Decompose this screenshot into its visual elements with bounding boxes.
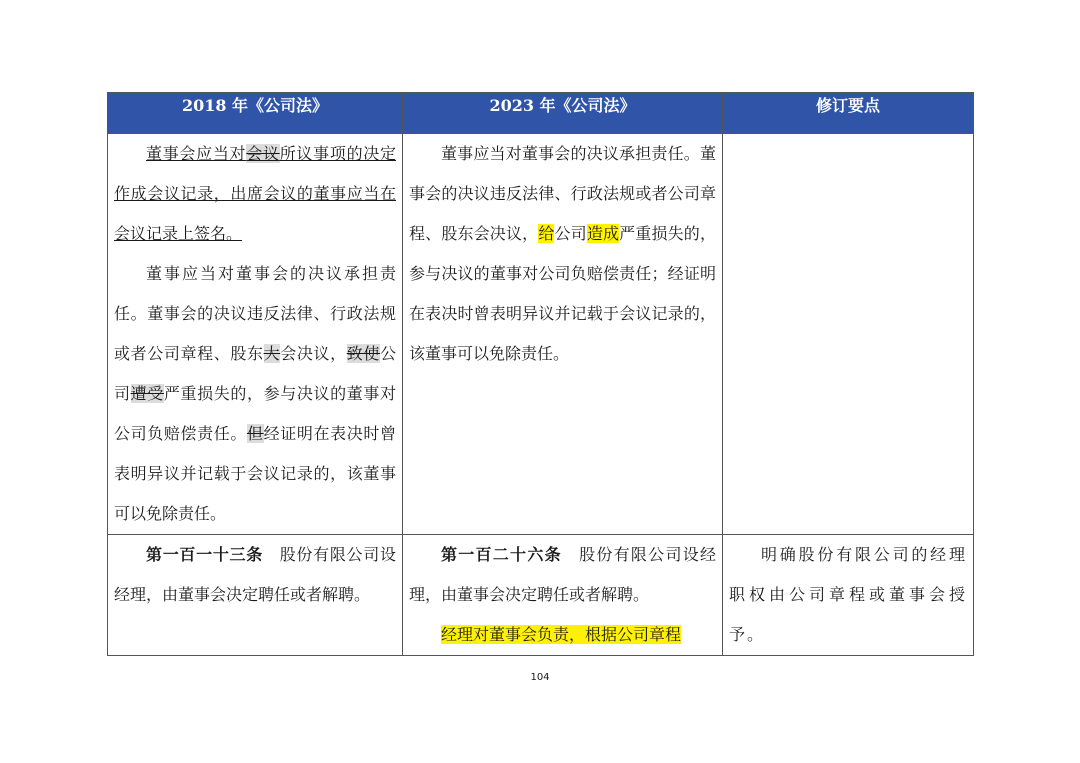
text-span: 经证明在表决时曾表明异议并记载于会议记录的，该董事可以免除责任。 bbox=[114, 424, 396, 523]
highlighted-text: 给 bbox=[538, 224, 555, 243]
paragraph bbox=[409, 535, 716, 615]
paragraph bbox=[409, 134, 716, 374]
highlighted-text: 造成 bbox=[586, 224, 620, 243]
page-number: 104 bbox=[530, 672, 550, 683]
text-span: 公司 bbox=[554, 224, 587, 243]
cell-2023-text bbox=[403, 535, 723, 656]
header-2023: 2023 年《公司法》 bbox=[403, 93, 723, 134]
article-title: 第一百一十三条 bbox=[146, 545, 263, 564]
text-span: 会决议， bbox=[280, 344, 347, 363]
deleted-text: 但 bbox=[246, 424, 264, 443]
deleted-text: 会议 bbox=[246, 144, 280, 163]
deleted-text: 致使 bbox=[346, 344, 380, 363]
cell-2018-text bbox=[108, 535, 403, 656]
cell-revision-note bbox=[723, 134, 974, 535]
cell-revision-note bbox=[723, 535, 974, 656]
table-row bbox=[108, 134, 974, 535]
revision-note: 明确股份有限公司的经理职权由公司章程或董事会授予。 bbox=[729, 545, 967, 644]
highlighted-text: 经理对董事会负责，根据公司章程 bbox=[441, 625, 682, 644]
deleted-text: 遭受 bbox=[130, 384, 164, 403]
table-row bbox=[108, 535, 974, 656]
text-span: 公司 bbox=[114, 344, 396, 403]
header-row bbox=[108, 93, 974, 134]
text-span: 股份有限公司设经理，由董事会决定聘任或者解聘。 bbox=[409, 545, 716, 604]
text-span: 严重损失的，参与决议的董事对公司负赔偿责任；经证明在表决时曾表明异议并记载于会议记录的，该董事可以免除责任。 bbox=[409, 224, 716, 363]
text-span: 股份有限公司设经理，由董事会决定聘任或者解聘。 bbox=[114, 545, 396, 604]
text-span: 所议事项的决定作成会议记录，出席会议的董事应当在会议记录上签名。 bbox=[114, 144, 396, 243]
cell-2023-text bbox=[403, 134, 723, 535]
paragraph bbox=[409, 615, 716, 655]
text-span: 严重损失的，参与决议的董事对公司负赔偿责任。 bbox=[114, 384, 396, 443]
header-2018: 2018 年《公司法》 bbox=[108, 93, 403, 134]
text-span: 董事应当对董事会的决议承担责任。董事会的决议违反法律、行政法规或者公司章程、股东会决议， bbox=[409, 144, 716, 243]
paragraph bbox=[114, 535, 396, 615]
article-title: 第一百二十六条 bbox=[441, 545, 562, 564]
deleted-text: 大 bbox=[263, 344, 281, 363]
comparison-table bbox=[107, 92, 974, 656]
text-span: 董事应当对董事会的决议承担责任。董事会的决议违反法律、行政法规或者公司章程、股东 bbox=[114, 264, 396, 363]
header-revision-points: 修订要点 bbox=[723, 93, 974, 134]
paragraph bbox=[114, 254, 396, 534]
cell-2018-text bbox=[108, 134, 403, 535]
text-span: 董事会应当对 bbox=[146, 144, 247, 163]
paragraph bbox=[114, 134, 396, 254]
